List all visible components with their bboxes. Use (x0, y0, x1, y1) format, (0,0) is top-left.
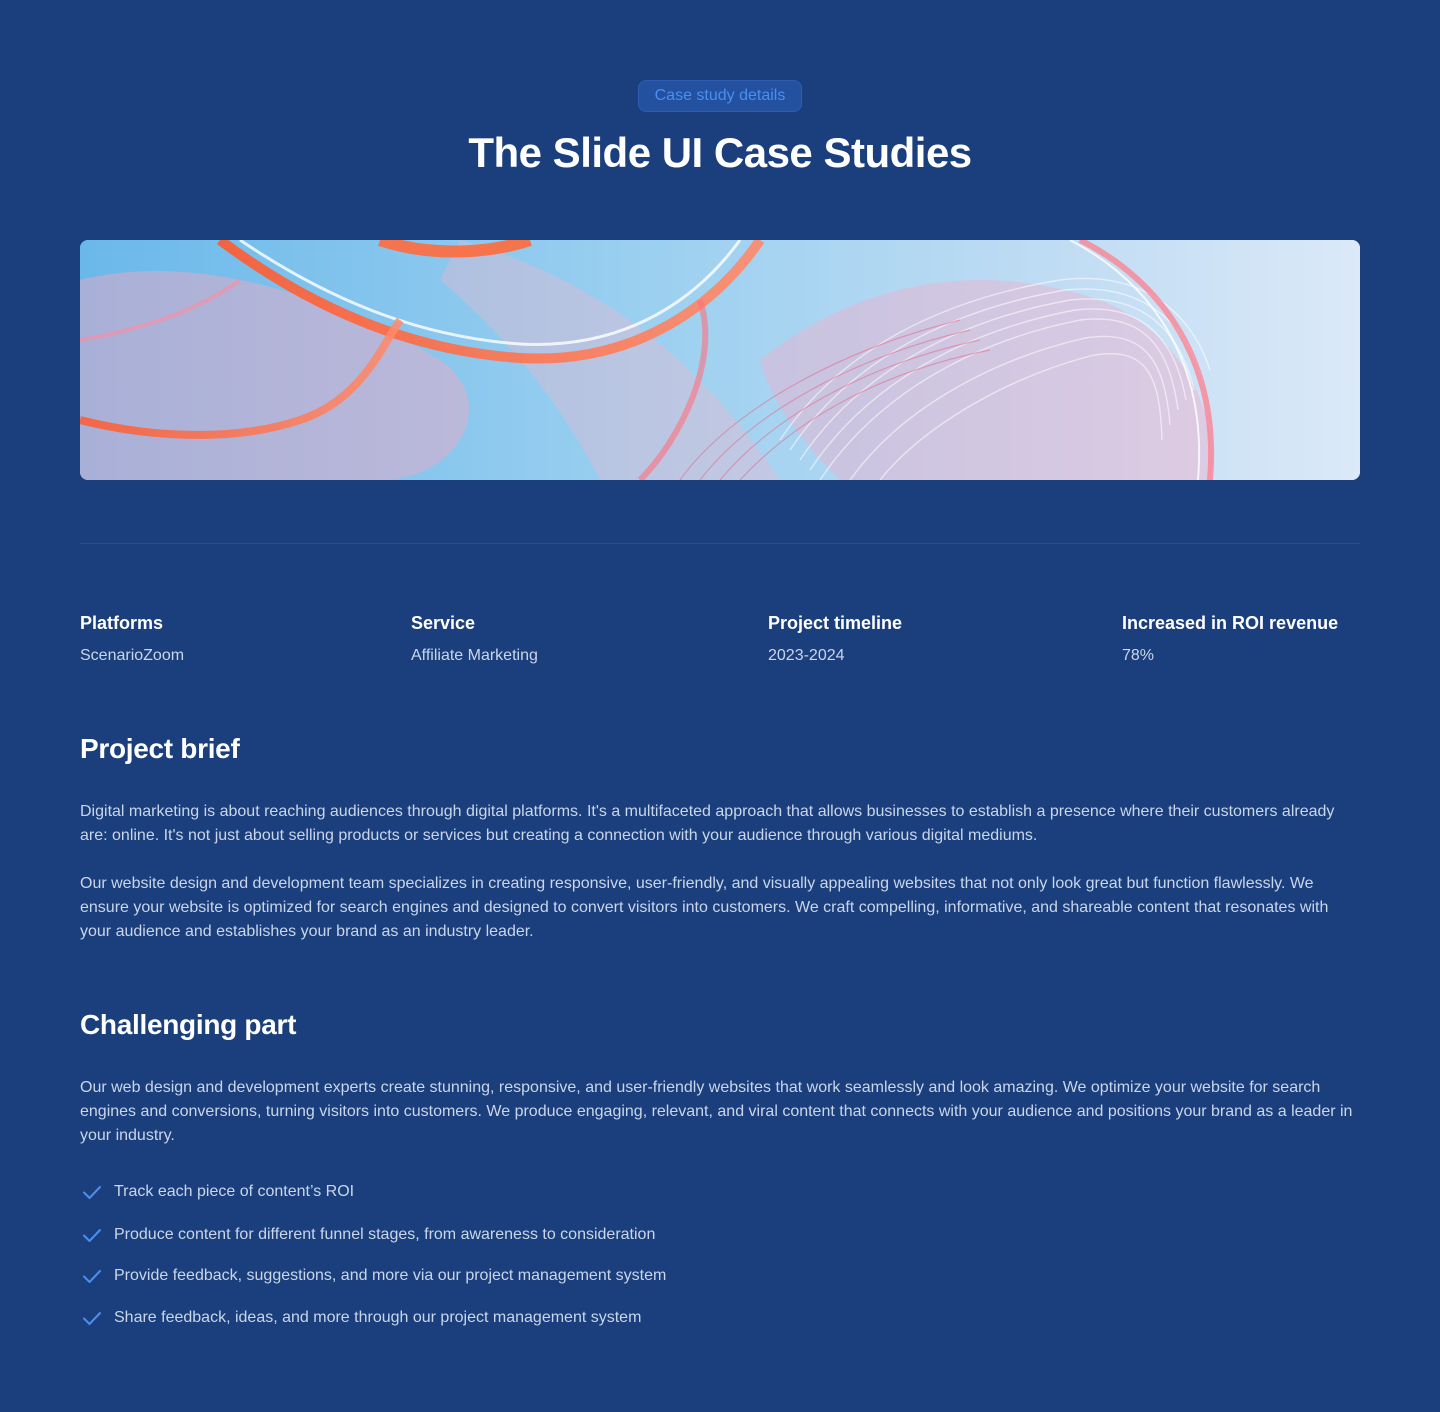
stat-platforms (80, 610, 184, 668)
list-item-text: Provide feedback, suggestions, and more via our project management system (114, 1267, 667, 1284)
project-brief-heading: Project brief (80, 733, 240, 764)
list-item (80, 1264, 666, 1288)
project-brief-paragraph: Digital marketing is about reaching audiences through digital platforms. It's a multifaceted approach that allows businesses to establish a presence where their customers already are: online. It's not just about selling products or services but creating a connection with your audience through various digital mediums. (80, 803, 1335, 844)
list-item (80, 1223, 655, 1247)
stat-roi (1122, 610, 1338, 668)
check-icon (80, 1306, 104, 1330)
stat-label: Project timeline (768, 613, 903, 633)
project-stats (80, 610, 1360, 680)
section-divider (80, 543, 1360, 544)
stat-value: 2023-2024 (768, 647, 845, 664)
stat-value: Affiliate Marketing (411, 647, 538, 664)
list-item-text: Track each piece of content’s ROI (114, 1183, 355, 1200)
list-item-text: Share feedback, ideas, and more through our project management system (114, 1309, 642, 1326)
hero-image (80, 240, 1360, 480)
challenging-part-heading: Challenging part (80, 1009, 297, 1040)
badge-container (0, 80, 1440, 112)
stat-label: Increased in ROI revenue (1122, 613, 1339, 633)
stat-timeline (768, 610, 902, 668)
challenging-part-paragraph: Our web design and development experts create stunning, responsive, and user-friendly websites that work seamlessly and look amazing. We optimize your website for search engines and conversions, turning visitors into customers. We produce engaging, relevant, and viral content that connects with your audience and positions your brand as a leader in your industry. (80, 1079, 1353, 1144)
check-icon (80, 1264, 104, 1288)
stat-service (411, 610, 538, 668)
check-icon (80, 1180, 104, 1204)
case-study-badge: Case study details (638, 80, 803, 112)
list-item (80, 1306, 641, 1330)
stat-label: Platforms (80, 613, 164, 633)
stat-value: ScenarioZoom (80, 647, 185, 664)
list-item-text: Produce content for different funnel stages, from awareness to consideration (114, 1226, 656, 1243)
stat-value: 78% (1122, 647, 1155, 664)
list-item (80, 1180, 354, 1204)
page-title: The Slide UI Case Studies (468, 129, 972, 176)
check-icon (80, 1223, 104, 1247)
project-brief-paragraph: Our website design and development team specializes in creating responsive, user-friendly, and visually appealing websites that not only look great but function flawlessly. We ensure your website is optimized for search engines and designed to convert visitors into customers. We craft compelling, informative, and shareable content that resonates with your audience and establishes your brand as an industry leader. (80, 875, 1329, 940)
stat-label: Service (411, 613, 476, 633)
